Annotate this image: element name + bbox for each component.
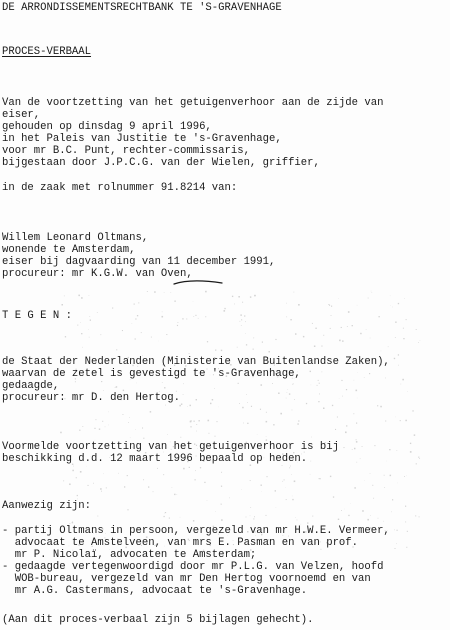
decision-line: beschikking d.d. 12 maart 1996 bepaald op heden. xyxy=(2,453,308,465)
present-heading: Aanwezig zijn: xyxy=(2,500,92,512)
plaintiff-line: procureur: mr K.G.W. van Oven, xyxy=(2,268,193,280)
intro-line: bijgestaan door J.P.C.G. van der Wielen, griffier, xyxy=(2,157,320,169)
present-line: mr A.G. Castermans, advocaat te 's-Gravenhage. xyxy=(2,585,308,597)
present-line: mr P. Nicolaï, advocaten te Amsterdam; xyxy=(2,549,257,561)
intro-line: voor mr B.C. Punt, rechter-commissaris, xyxy=(2,145,250,157)
defendant-line: procureur: mr D. den Hertog. xyxy=(2,392,181,404)
defendant-line: waarvan de zetel is gevestigd te 's-Gravenhage, xyxy=(2,368,301,380)
present-line: WOB-bureau, vergezeld van mr Den Hertog voornoemd en van xyxy=(2,573,371,585)
decision-line: Voormelde voortzetting van het getuigenverhoor is bij xyxy=(2,441,339,453)
defendant-line: gedaagde, xyxy=(2,380,60,392)
present-line: - gedaagde vertegenwoordigd door mr P.L.G. van Velzen, hoofd xyxy=(2,561,384,573)
versus-heading: T E G E N : xyxy=(2,310,72,322)
plaintiff-line: eiser bij dagvaarding van 11 december 1991, xyxy=(2,256,276,268)
present-line: - partij Oltmans in persoon, vergezeld van mr H.W.E. Vermeer, xyxy=(2,525,390,537)
defendant-line: de Staat der Nederlanden (Ministerie van Buitenlandse Zaken), xyxy=(2,356,390,368)
intro-line: Van de voortzetting van het getuigenverhoor aan de zijde van xyxy=(2,97,384,109)
intro-line: eiser, xyxy=(2,109,41,121)
case-number-line: in de zaak met rolnummer 91.8214 van: xyxy=(2,182,238,194)
intro-line: in het Paleis van Justitie te 's-Gravenhage, xyxy=(2,133,282,145)
plaintiff-line: Willem Leonard Oltmans, xyxy=(2,232,149,244)
document-title: PROCES-VERBAAL xyxy=(2,46,92,58)
court-header: DE ARRONDISSEMENTSRECHTBANK TE 'S-GRAVENHAGE xyxy=(2,2,282,14)
plaintiff-line: wonende te Amsterdam, xyxy=(2,244,136,256)
attachments-note: (Aan dit proces-verbaal zijn 5 bijlagen gehecht). xyxy=(2,614,314,626)
intro-line: gehouden op dinsdag 9 april 1996, xyxy=(2,121,212,133)
present-line: advocaat te Amstelveen, van mrs E. Pasman en van prof. xyxy=(2,537,359,549)
